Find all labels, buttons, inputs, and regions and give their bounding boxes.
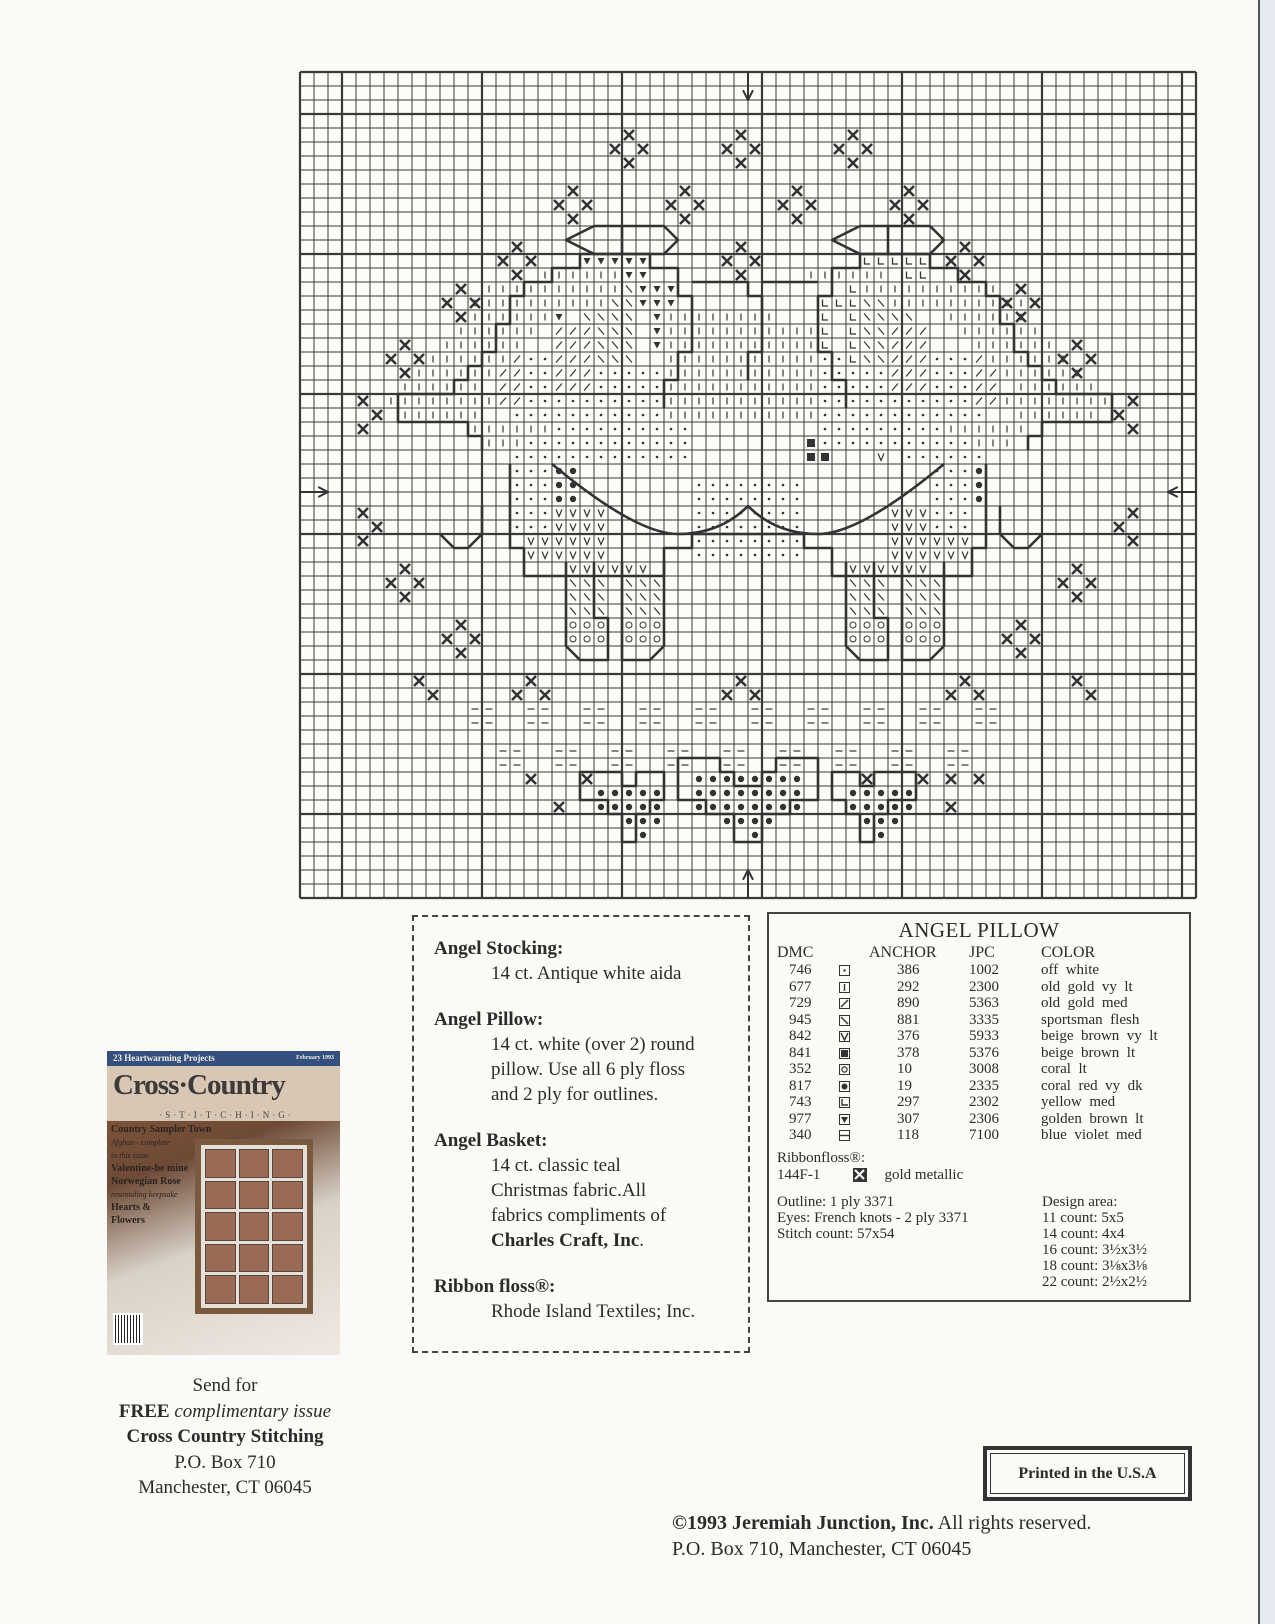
color-name: beige brown vy lt [1041,1028,1158,1044]
ribbonfloss-code: 144F-1 [777,1166,821,1183]
material-title: Angel Stocking: [434,938,564,959]
material-item [434,1008,730,1107]
anchor-number: 292 [897,978,920,995]
cover-title: Cross·Country [113,1069,285,1101]
color-name: sportsman flesh [1041,1011,1140,1028]
design-area-label: Design area: [1042,1193,1118,1210]
ribbonfloss-label: Ribbonfloss®: [777,1149,866,1166]
jpc-number: 7100 [969,1127,999,1143]
cover-sampler-photo [195,1139,313,1314]
design-area-row: 11 count: 5x5 [1042,1209,1124,1226]
barcode-icon [113,1313,143,1345]
cover-banner-text: 23 Heartwarming Projects [113,1053,215,1063]
key-row [777,1045,1158,1062]
cover-headline: in this issue [111,1151,149,1160]
dmc-number: 977 [789,1110,812,1127]
key-title: ANGEL PILLOW [898,918,1060,942]
v-symbol-icon [839,1028,869,1045]
send-for-city: Manchester, CT 06045 [138,1477,312,1498]
cover-subtitle: ·S·T·I·T·C·H·I·N·G· [159,1110,294,1120]
anchor-number: 297 [897,1094,920,1110]
jpc-number: 2300 [969,978,999,995]
material-description [434,1299,730,1324]
key-table [777,944,1158,1144]
copyright-rights: All rights reserved. [933,1512,1092,1534]
key-row [777,1111,1158,1128]
anchor-number: 307 [897,1110,920,1127]
header-dmc: DMC [777,944,814,961]
jpc-number: 5363 [969,995,999,1011]
cover-headline: Country Sampler Town [111,1124,212,1135]
material-line: Rhode Island Textiles; Inc. [491,1301,696,1322]
material-title: Angel Pillow: [434,1009,544,1030]
dmc-number: 677 [789,978,812,995]
backslash-symbol-icon [839,1012,869,1029]
cover-headline: Hearts & [111,1202,151,1213]
anchor-number: 881 [897,1011,920,1028]
key-row [777,1094,1158,1111]
design-area-row: 18 count: 3⅛x3⅛ [1042,1257,1147,1274]
cover-banner [107,1051,340,1066]
eyes-info: Eyes: French knots - 2 ply 3371 [777,1209,969,1226]
color-name: coral lt [1041,1061,1087,1077]
materials-box [412,915,750,1353]
color-name: blue violet med [1041,1127,1142,1143]
printed-text: Printed in the U.S.A [990,1453,1185,1494]
design-area-row: 16 count: 3½x3½ [1042,1241,1147,1258]
anchor-number: 376 [897,1028,920,1044]
material-line: fabrics compliments of [491,1205,667,1226]
dmc-number: 729 [789,995,812,1011]
design-area-row: 14 count: 4x4 [1042,1225,1125,1242]
send-for-box: P.O. Box 710 [174,1451,276,1473]
dash-symbol-icon [839,1127,869,1144]
printed-in-usa-badge [983,1446,1192,1501]
anchor-number: 19 [897,1077,912,1094]
jpc-number: 2302 [969,1094,999,1110]
dmc-number: 746 [789,962,812,978]
dot-symbol-icon [839,962,869,979]
material-line: and 2 ply for outlines. [491,1084,659,1105]
color-key [767,912,1191,1302]
copyright-company: ©1993 Jeremiah Junction, Inc. [672,1512,934,1534]
send-for-offer [100,1373,350,1501]
material-item [434,1129,730,1253]
triangle-symbol-icon [839,1111,869,1128]
anchor-number: 10 [897,1061,912,1077]
color-name: old gold med [1041,995,1128,1011]
color-name: beige brown lt [1041,1044,1136,1061]
color-name: old gold vy lt [1041,978,1133,995]
color-name: yellow med [1041,1094,1116,1110]
color-name: golden brown lt [1041,1110,1144,1127]
color-name: off white [1041,962,1100,978]
key-row [777,1127,1158,1144]
jpc-number: 2306 [969,1110,999,1127]
supplier-suffix: . [639,1230,645,1251]
copyright [672,1510,1092,1562]
dmc-number: 842 [789,1028,812,1044]
page-edge [1258,0,1275,1624]
material-description [434,961,730,986]
anchor-number: 890 [897,995,920,1011]
dmc-number: 841 [789,1044,812,1061]
stitch-count: Stitch count: 57x54 [777,1225,895,1242]
material-title: Angel Basket: [434,1130,548,1151]
complimentary-issue: complimentary issue [174,1400,332,1422]
material-title: Ribbon floss®: [434,1276,556,1297]
send-for-line: Send for [192,1375,258,1396]
L-symbol-icon [839,1094,869,1111]
magazine-name: Cross Country Stitching [126,1426,324,1447]
outline-info: Outline: 1 ply 3371 [777,1193,895,1210]
dmc-number: 743 [789,1094,812,1110]
circle-symbol-icon [839,1061,869,1078]
material-description [434,1032,730,1107]
header-color: COLOR [1041,944,1096,961]
header-symbol [839,944,869,962]
cross-stitch-chart [298,70,1198,900]
bar-symbol-icon [839,979,869,996]
jpc-number: 3008 [969,1061,999,1077]
jpc-number: 1002 [969,962,999,978]
anchor-number: 118 [897,1127,919,1143]
key-row [777,1028,1158,1045]
key-row [777,995,1158,1012]
material-line: pillow. Use all 6 ply floss [491,1059,686,1080]
jpc-number: 5933 [969,1028,999,1044]
cover-headline: Norwegian Rose [111,1176,181,1187]
gold-x-symbol-icon [853,1168,867,1182]
jpc-number: 3335 [969,1011,999,1028]
cover-headline: rosemaling keepsake [111,1190,178,1199]
cover-masthead [107,1066,340,1121]
design-area-row: 22 count: 2½x2½ [1042,1273,1147,1290]
key-footer [777,1194,1181,1290]
square-symbol-icon [839,1045,869,1062]
cover-banner-date: February 1993 [296,1055,334,1061]
header-jpc: JPC [969,944,995,961]
dmc-number: 817 [789,1077,812,1094]
cover-headline: Afghan - complete [111,1138,170,1147]
dmc-number: 340 [789,1127,812,1143]
dmc-number: 945 [789,1011,812,1028]
jpc-number: 5376 [969,1044,999,1061]
color-name: coral red vy dk [1041,1077,1143,1094]
cover-headline: Flowers [111,1215,145,1226]
material-item [434,1275,730,1324]
material-line: 14 ct. Antique white aida [491,963,682,984]
anchor-number: 386 [897,962,920,978]
key-row [777,1061,1158,1078]
cover-headline: Valentine-be mine [111,1163,189,1174]
material-description [434,1153,730,1253]
key-row [777,962,1158,979]
dmc-number: 352 [789,1061,812,1077]
material-line: 14 ct. white (over 2) round [491,1034,695,1055]
header-anchor: ANCHOR [869,944,937,961]
key-row [777,1078,1158,1095]
slash-symbol-icon [839,995,869,1012]
material-item [434,937,730,986]
jpc-number: 2335 [969,1077,999,1094]
free-label: FREE [118,1400,170,1422]
material-line: Christmas fabric.All [491,1180,647,1201]
ribbonfloss-color: gold metallic [884,1166,964,1183]
ribbonfloss-section [777,1150,1181,1184]
copyright-address: P.O. Box 710, Manchester, CT 06045 [672,1538,972,1560]
anchor-number: 378 [897,1044,920,1061]
key-row [777,979,1158,996]
filled-circle-symbol-icon [839,1078,869,1095]
material-line: 14 ct. classic teal [491,1155,621,1176]
supplier-name: Charles Craft, Inc [491,1230,640,1251]
magazine-cover [107,1051,340,1355]
key-row [777,1012,1158,1029]
